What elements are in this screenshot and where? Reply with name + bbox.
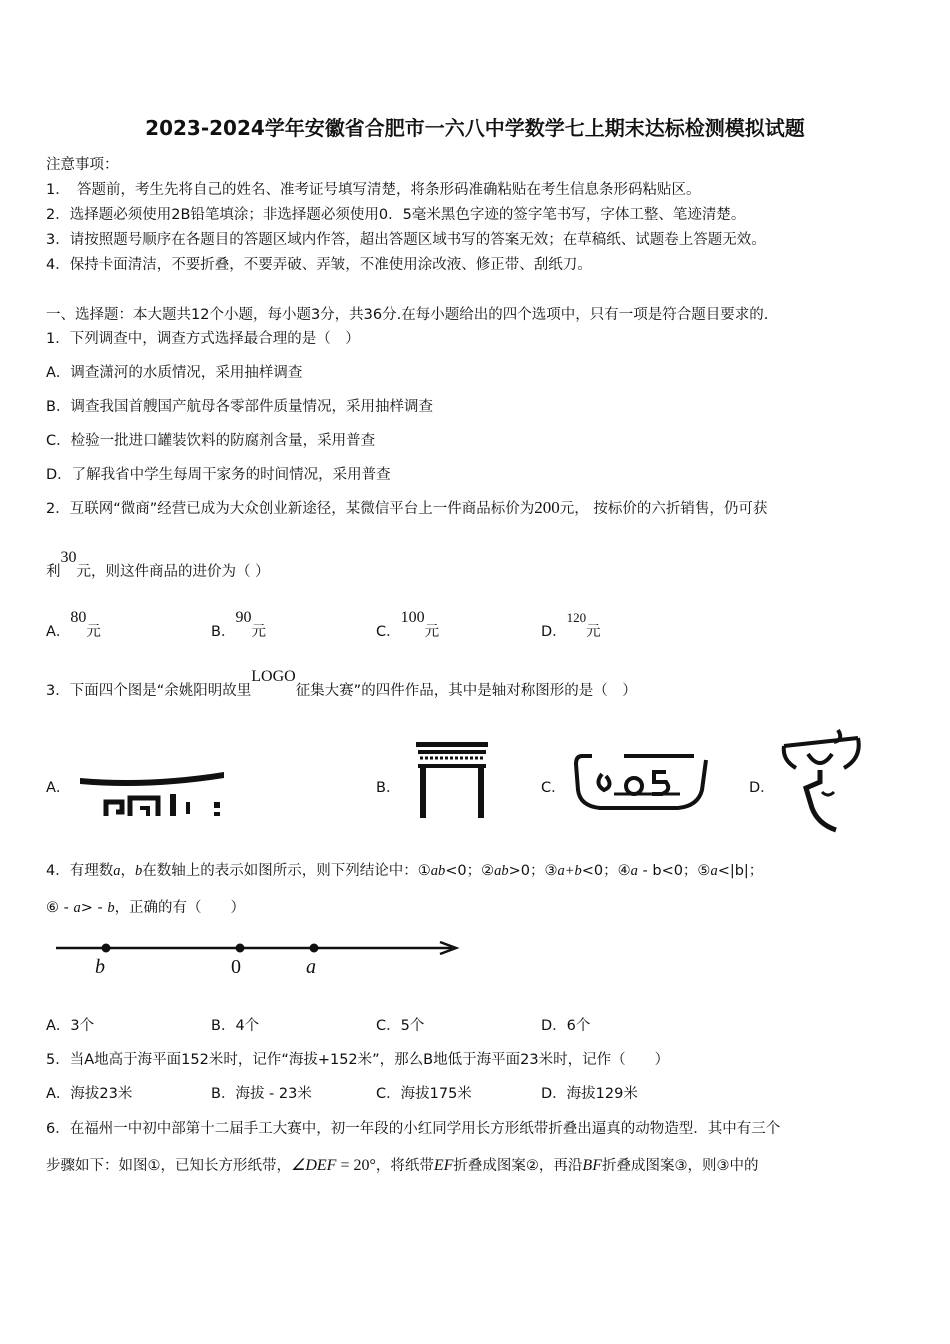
notice-item-4: 4．保持卡面清洁，不要折叠，不要弄破、弄皱，不准使用涂改液、修正带、刮纸刀。 xyxy=(46,257,592,273)
q2-option-unit: 元 xyxy=(424,624,440,640)
q2-option-letter: B． xyxy=(211,624,236,640)
q2-option-d xyxy=(541,610,601,641)
q4-axis-label-0: 0 xyxy=(231,956,241,978)
q2-option-unit: 元 xyxy=(86,624,101,640)
notice-heading: 注意事项： xyxy=(46,157,119,173)
q4-option-c: C．5个 xyxy=(376,1018,425,1034)
q2-option-letter: D． xyxy=(541,624,567,640)
q3-stem-a: 3．下面四个图是“余姚阳明故里 xyxy=(46,683,252,699)
q4-option-d: D．6个 xyxy=(541,1018,591,1034)
q4-text: ⑥ - xyxy=(46,900,74,916)
q2-stem-line1 xyxy=(46,497,767,518)
q5-option-c: C．海拔175米 xyxy=(376,1086,472,1102)
notice-item-3: 3．请按照题号顺序在各题目的答题区域内作答，超出答题区域书写的答案无效；在草稿纸、试题卷上答题无效。 xyxy=(46,232,766,248)
q4-expr: a xyxy=(630,863,638,879)
q4-var-a: a xyxy=(113,863,121,879)
q4-var-a: a xyxy=(73,900,81,916)
q1-option-a: A．调查潇河的水质情况，采用抽样调查 xyxy=(46,365,303,381)
q4-text: 在数轴上的表示如图所示，则下列结论中：① xyxy=(142,863,431,879)
q4-text: >0；③ xyxy=(508,863,558,879)
q5-option-b: B．海拔 - 23米 xyxy=(211,1086,312,1102)
q3-stem xyxy=(46,668,637,700)
q4-option-a: A．3个 xyxy=(46,1018,95,1034)
q4-text: - b xyxy=(637,863,662,879)
q6-stem-line1: 6．在福州一中初中部第十二届手工大赛中，初一年段的小红同学用长方形纸带折叠出逼真的动物造型．其中有三个 xyxy=(46,1121,781,1137)
q2-option-c xyxy=(376,609,440,641)
q4-text: ，正确的有（ ） xyxy=(114,900,246,916)
q5-option-d: D．海拔129米 xyxy=(541,1086,638,1102)
q4-expr: a xyxy=(710,863,718,879)
q4-stem-line2 xyxy=(46,896,245,917)
q4-option-b: B．4个 xyxy=(211,1018,260,1034)
q4-text: <|b|； xyxy=(717,863,764,879)
q2-option-value: 100 xyxy=(400,609,425,626)
q1-option-d: D．了解我省中学生每周干家务的时间情况，采用普查 xyxy=(46,467,391,483)
q6-angle-value: = 20° xyxy=(336,1157,376,1174)
q2-option-a xyxy=(46,609,101,641)
q1-option-c: C．检验一批进口罐装饮料的防腐剂含量，采用普查 xyxy=(46,433,376,449)
q3-logo: LOGO xyxy=(251,668,296,685)
q2-option-b xyxy=(211,609,266,641)
q3-figure-a xyxy=(78,768,228,824)
q3-figure-c xyxy=(574,750,708,814)
q6-stem-line2 xyxy=(46,1154,758,1175)
q3-option-b-label: B． xyxy=(376,780,401,796)
q2-option-value: 120 xyxy=(566,610,587,625)
q6-angle: ∠DEF xyxy=(291,1157,337,1174)
q4-number-line xyxy=(56,936,460,960)
q5-stem: 5．当A地高于海平面152米时，记作“海拔+152米”，那么B地低于海平面23米时，记作（ ） xyxy=(46,1052,670,1068)
q4-text: ， xyxy=(120,863,135,879)
q6-text: ，将纸带 xyxy=(375,1158,434,1174)
q4-axis-label-a: a xyxy=(306,956,316,978)
q4-text: <0；④ xyxy=(581,863,631,879)
q4-text: > - xyxy=(80,900,108,916)
section-heading: 一、选择题：本大题共12个小题，每小题3分，共36分.在每小题给出的四个选项中，只有一项是符合题目要求的. xyxy=(46,307,769,323)
q3-option-d-label: D． xyxy=(749,780,775,796)
q4-text: <0；⑤ xyxy=(661,863,711,879)
q2-option-value: 90 xyxy=(235,609,252,626)
q4-expr: ab xyxy=(494,863,509,879)
q5-option-a: A．海拔23米 xyxy=(46,1086,133,1102)
q1-stem: 1．下列调查中，调查方式选择最合理的是（ ） xyxy=(46,331,360,347)
q2-option-unit: 元 xyxy=(251,624,266,640)
q4-text: 4．有理数 xyxy=(46,863,114,879)
notice-item-1: 1． 答题前，考生先将自己的姓名、准考证号填写清楚，将条形码准确粘贴在考生信息条形码粘贴区。 xyxy=(46,182,701,198)
q6-text: 折叠成图案③，则③中的 xyxy=(601,1158,759,1174)
q1-option-b: B．调查我国首艘国产航母各零部件质量情况，采用抽样调查 xyxy=(46,399,433,415)
q2-option-unit: 元 xyxy=(586,624,601,640)
q3-stem-b: 征集大赛”的四件作品，其中是轴对称图形的是（ ） xyxy=(295,683,637,699)
q2-stem-b: 元， 按标价的六折销售，仍可获 xyxy=(559,501,768,517)
q6-var-bf: BF xyxy=(582,1157,602,1174)
q6-text: 折叠成图案②，再沿 xyxy=(453,1158,583,1174)
q4-axis-label-b: b xyxy=(95,956,105,978)
q3-option-c-label: C． xyxy=(541,780,566,796)
q3-figure-d xyxy=(778,728,864,836)
q4-text: <0；② xyxy=(445,863,495,879)
page-title: 2023-2024学年安徽省合肥市一六八中学数学七上期末达标检测模拟试题 xyxy=(145,116,805,140)
q6-text: 步骤如下：如图①，已知长方形纸带， xyxy=(46,1158,291,1174)
q2-stem-a: 2．互联网“微商”经营已成为大众创业新途径，某微信平台上一件商品标价为 xyxy=(46,501,535,517)
q6-var-ef: EF xyxy=(433,1157,454,1174)
q4-var-b: b xyxy=(107,900,115,916)
q4-expr: ab xyxy=(430,863,446,879)
q3-figure-b xyxy=(414,740,490,820)
q2-option-letter: C． xyxy=(376,624,401,640)
q4-expr: a+b xyxy=(557,863,582,879)
q2-stem-c: 利 xyxy=(46,564,61,580)
notice-item-2: 2．选择题必须使用2B铅笔填涂；非选择题必须使用0．5毫米黑色字迹的签字笔书写，字体工整、笔迹清楚。 xyxy=(46,207,746,223)
q2-option-letter: A． xyxy=(46,624,71,640)
q2-stem-d: 元，则这件商品的进价为（ ） xyxy=(76,564,270,580)
q2-option-value: 80 xyxy=(70,609,87,626)
q2-price: 200 xyxy=(534,498,560,517)
q2-profit: 30 xyxy=(60,549,77,566)
q4-var-b: b xyxy=(134,863,143,879)
q4-stem-line1 xyxy=(46,859,763,880)
q2-stem-line2 xyxy=(46,549,270,581)
q3-option-a-label: A． xyxy=(46,780,71,796)
